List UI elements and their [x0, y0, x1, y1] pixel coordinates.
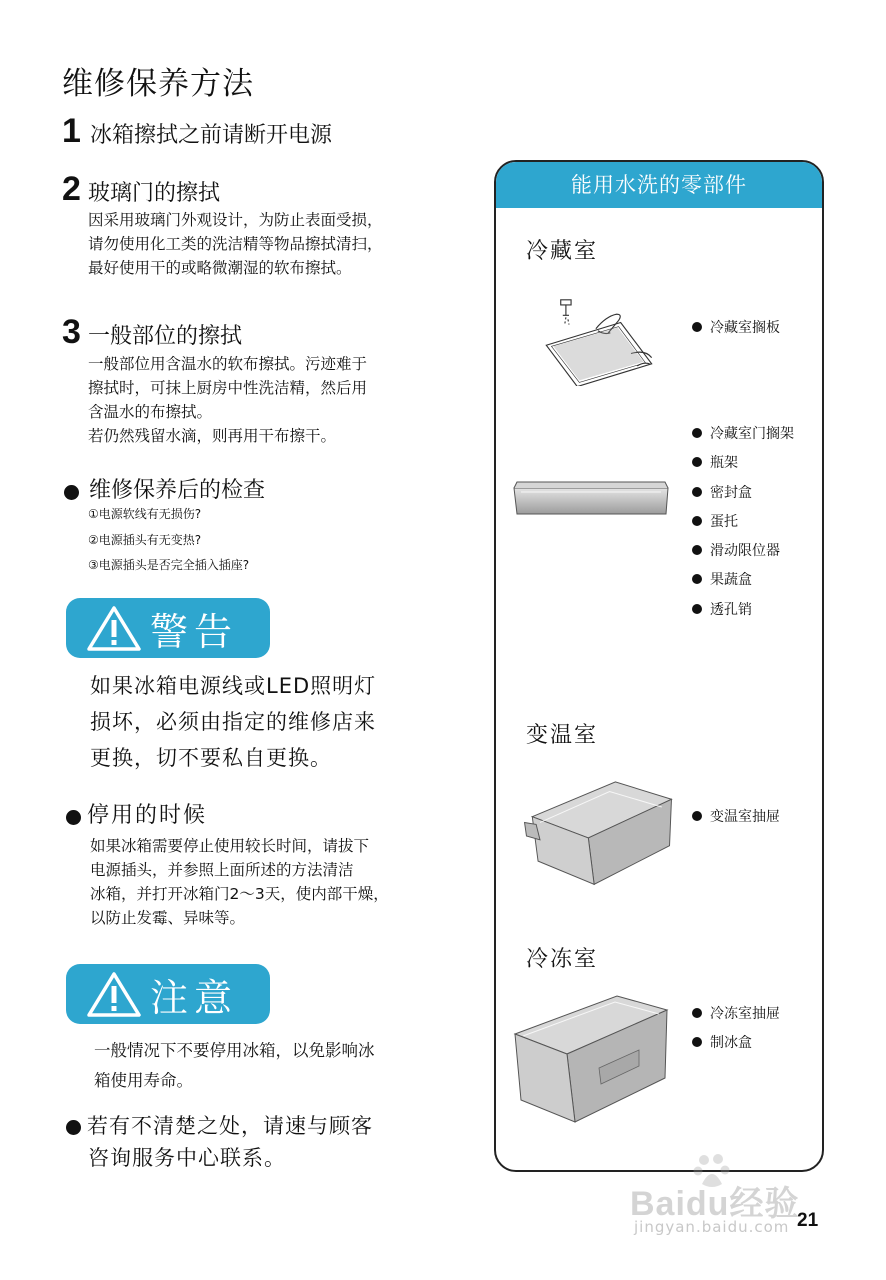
page-number: 21 [797, 1210, 819, 1231]
text-line: 擦拭时，可抹上厨房中性洗洁精，然后用 [88, 379, 368, 397]
part-item [692, 1029, 780, 1058]
text-line: 冰箱，并打开冰箱门2～3天，使内部干燥， [90, 885, 389, 903]
section-heading: 一般部位的擦拭 [88, 324, 243, 349]
section-number: 2 [62, 170, 81, 208]
check-item: ①电源软线有无损伤? [88, 507, 202, 521]
bullet-dot-icon [692, 516, 702, 526]
shelf-washing-illustration [538, 290, 662, 386]
warning-body [90, 668, 376, 776]
page-title: 维修保养方法 [62, 66, 254, 102]
bullet-dot-icon [692, 322, 702, 332]
watermark-brand: Baidu经验 [630, 1185, 800, 1223]
text-line: 因采用玻璃门外观设计，为防止表面受损， [88, 211, 383, 229]
text-line: 一般情况下不要停用冰箱，以免影响冰 [94, 1041, 375, 1060]
bullet-dot-icon [64, 485, 79, 500]
section-3 [62, 313, 242, 352]
stop-heading: 停用的时候 [87, 803, 208, 828]
text-line: 请勿使用化工类的洗洁精等物品擦拭清扫， [88, 235, 383, 253]
check-item: ③电源插头是否完全插入插座? [88, 558, 250, 572]
part-label: 冷藏室搁板 [710, 320, 780, 336]
text-line: 箱使用寿命。 [94, 1071, 193, 1090]
caution-label: 注意 [150, 975, 239, 1020]
part-item [692, 420, 794, 449]
part-item [692, 596, 794, 625]
section-heading: 玻璃门的擦拭 [88, 181, 221, 206]
section-2 [62, 170, 220, 209]
text-line: 最好使用干的或略微潮湿的软布擦拭。 [88, 259, 352, 277]
variable-title: 变温室 [526, 723, 599, 748]
text-line: 如果冰箱需要停止使用较长时间，请拔下 [90, 837, 370, 855]
check-section [64, 473, 265, 504]
text-line: 电源插头，并参照上面所述的方法清洁 [90, 861, 354, 879]
part-label: 滑动限位器 [710, 543, 780, 560]
part-label: 蛋托 [710, 513, 738, 530]
part-item [692, 449, 794, 478]
part-item [692, 314, 780, 343]
text-line: 损坏，必须由指定的维修店来 [90, 710, 376, 734]
variable-drawer-illustration [518, 778, 678, 894]
part-item [692, 479, 794, 508]
watermark-url: jingyan.baidu.com [634, 1218, 790, 1236]
section-2-body [88, 208, 383, 280]
part-label: 透孔销 [710, 601, 752, 618]
part-item [692, 803, 780, 832]
part-label: 瓶架 [710, 455, 738, 472]
stop-section [66, 798, 207, 829]
bullet-dot-icon [692, 487, 702, 497]
bullet-dot-icon [692, 604, 702, 614]
fridge-title: 冷藏室 [526, 239, 599, 264]
check-heading: 维修保养后的检查 [89, 478, 266, 503]
bullet-dot-icon [692, 545, 702, 555]
warning-banner [66, 598, 270, 658]
text-line: 若仍然残留水滴，则再用干布擦干。 [88, 427, 337, 445]
part-label: 制冰盒 [710, 1035, 752, 1052]
part-item [692, 566, 794, 595]
section-number: 3 [62, 313, 81, 351]
stop-body [90, 834, 389, 930]
part-label: 冷冻室抽屉 [710, 1006, 780, 1022]
panel-title: 能用水洗的零部件 [496, 162, 822, 208]
text-line: 若有不清楚之处，请速与顾客 [87, 1114, 373, 1138]
text-line: 以防止发霉、异味等。 [90, 909, 246, 927]
bullet-dot-icon [692, 1037, 702, 1047]
bullet-dot-icon [692, 1008, 702, 1018]
part-item [692, 508, 794, 537]
part-label: 冷藏室门搁架 [710, 426, 794, 442]
text-line: 更换，切不要私自更换。 [90, 746, 332, 770]
freezer-drawer-illustration [508, 988, 670, 1128]
baidu-watermark [630, 1150, 830, 1250]
check-list [88, 502, 249, 579]
part-item [692, 537, 794, 566]
freezer-parts-list [692, 1000, 780, 1059]
section-number: 1 [62, 112, 81, 150]
text-line: 咨询服务中心联系。 [88, 1146, 286, 1170]
washable-parts-panel [494, 160, 824, 1172]
bullet-dot-icon [692, 811, 702, 821]
check-item: ②电源插头有无变热? [88, 532, 202, 547]
contact-section [66, 1110, 373, 1174]
caution-banner [66, 964, 270, 1024]
text-line: 一般部位用含温水的软布擦拭。污迹难于 [88, 355, 368, 373]
section-3-body [88, 352, 367, 448]
bullet-dot-icon [66, 1120, 81, 1135]
part-label: 变温室抽屉 [710, 809, 780, 825]
warning-label: 警告 [150, 609, 239, 654]
section-heading: 冰箱擦拭之前请断开电源 [90, 123, 333, 148]
fridge-shelf-list [692, 314, 780, 343]
part-label: 果蔬盒 [710, 572, 752, 589]
text-line: 含温水的布擦拭。 [88, 403, 213, 421]
part-item [692, 1000, 780, 1029]
bullet-dot-icon [66, 810, 81, 825]
door-rack-illustration [510, 478, 672, 518]
text-line: 如果冰箱电源线或LED照明灯 [90, 674, 377, 698]
part-label: 密封盒 [710, 484, 752, 501]
bullet-dot-icon [692, 428, 702, 438]
variable-parts-list [692, 803, 780, 832]
fridge-parts-list [692, 420, 794, 625]
warning-triangle-icon [86, 604, 142, 652]
freezer-title: 冷冻室 [526, 947, 599, 972]
bullet-dot-icon [692, 457, 702, 467]
section-1 [62, 112, 332, 151]
caution-triangle-icon [86, 970, 142, 1018]
bullet-dot-icon [692, 574, 702, 584]
caution-body [94, 1036, 375, 1096]
